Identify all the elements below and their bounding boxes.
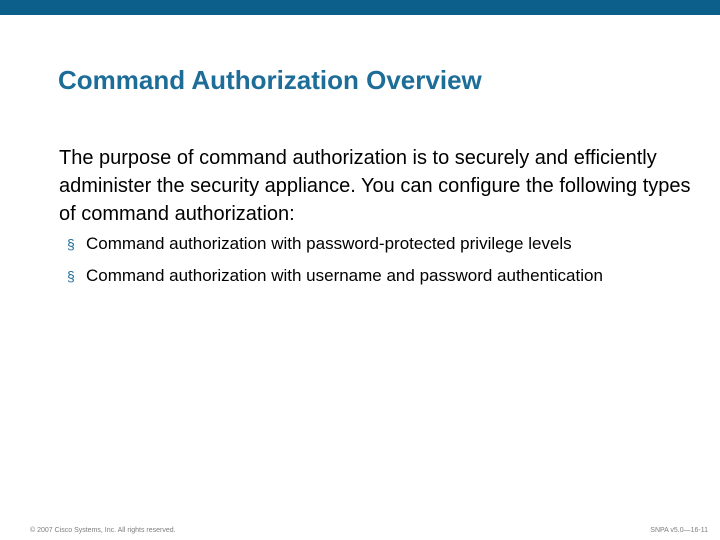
bullet-item-1	[67, 233, 697, 255]
bullet-text: Command authorization with username and password authentication	[86, 266, 603, 285]
bullet-list	[67, 233, 697, 297]
bullet-marker-icon: §	[67, 268, 75, 284]
bullet-text: Command authorization with password-protected privilege levels	[86, 234, 572, 253]
slide-title: Command Authorization Overview	[58, 65, 482, 95]
top-accent-bar	[0, 0, 720, 15]
bullet-marker-icon: §	[67, 236, 75, 252]
slide-body-text: The purpose of command authorization is to securely and efficiently administer the security appliance. You can configure the following types of command authorization:	[59, 147, 691, 225]
footer-copyright: © 2007 Cisco Systems, Inc. All rights reserved.	[30, 527, 176, 534]
footer-slide-code: SNPA v5.0—16-11	[650, 527, 708, 534]
bullet-item-2	[67, 265, 697, 287]
